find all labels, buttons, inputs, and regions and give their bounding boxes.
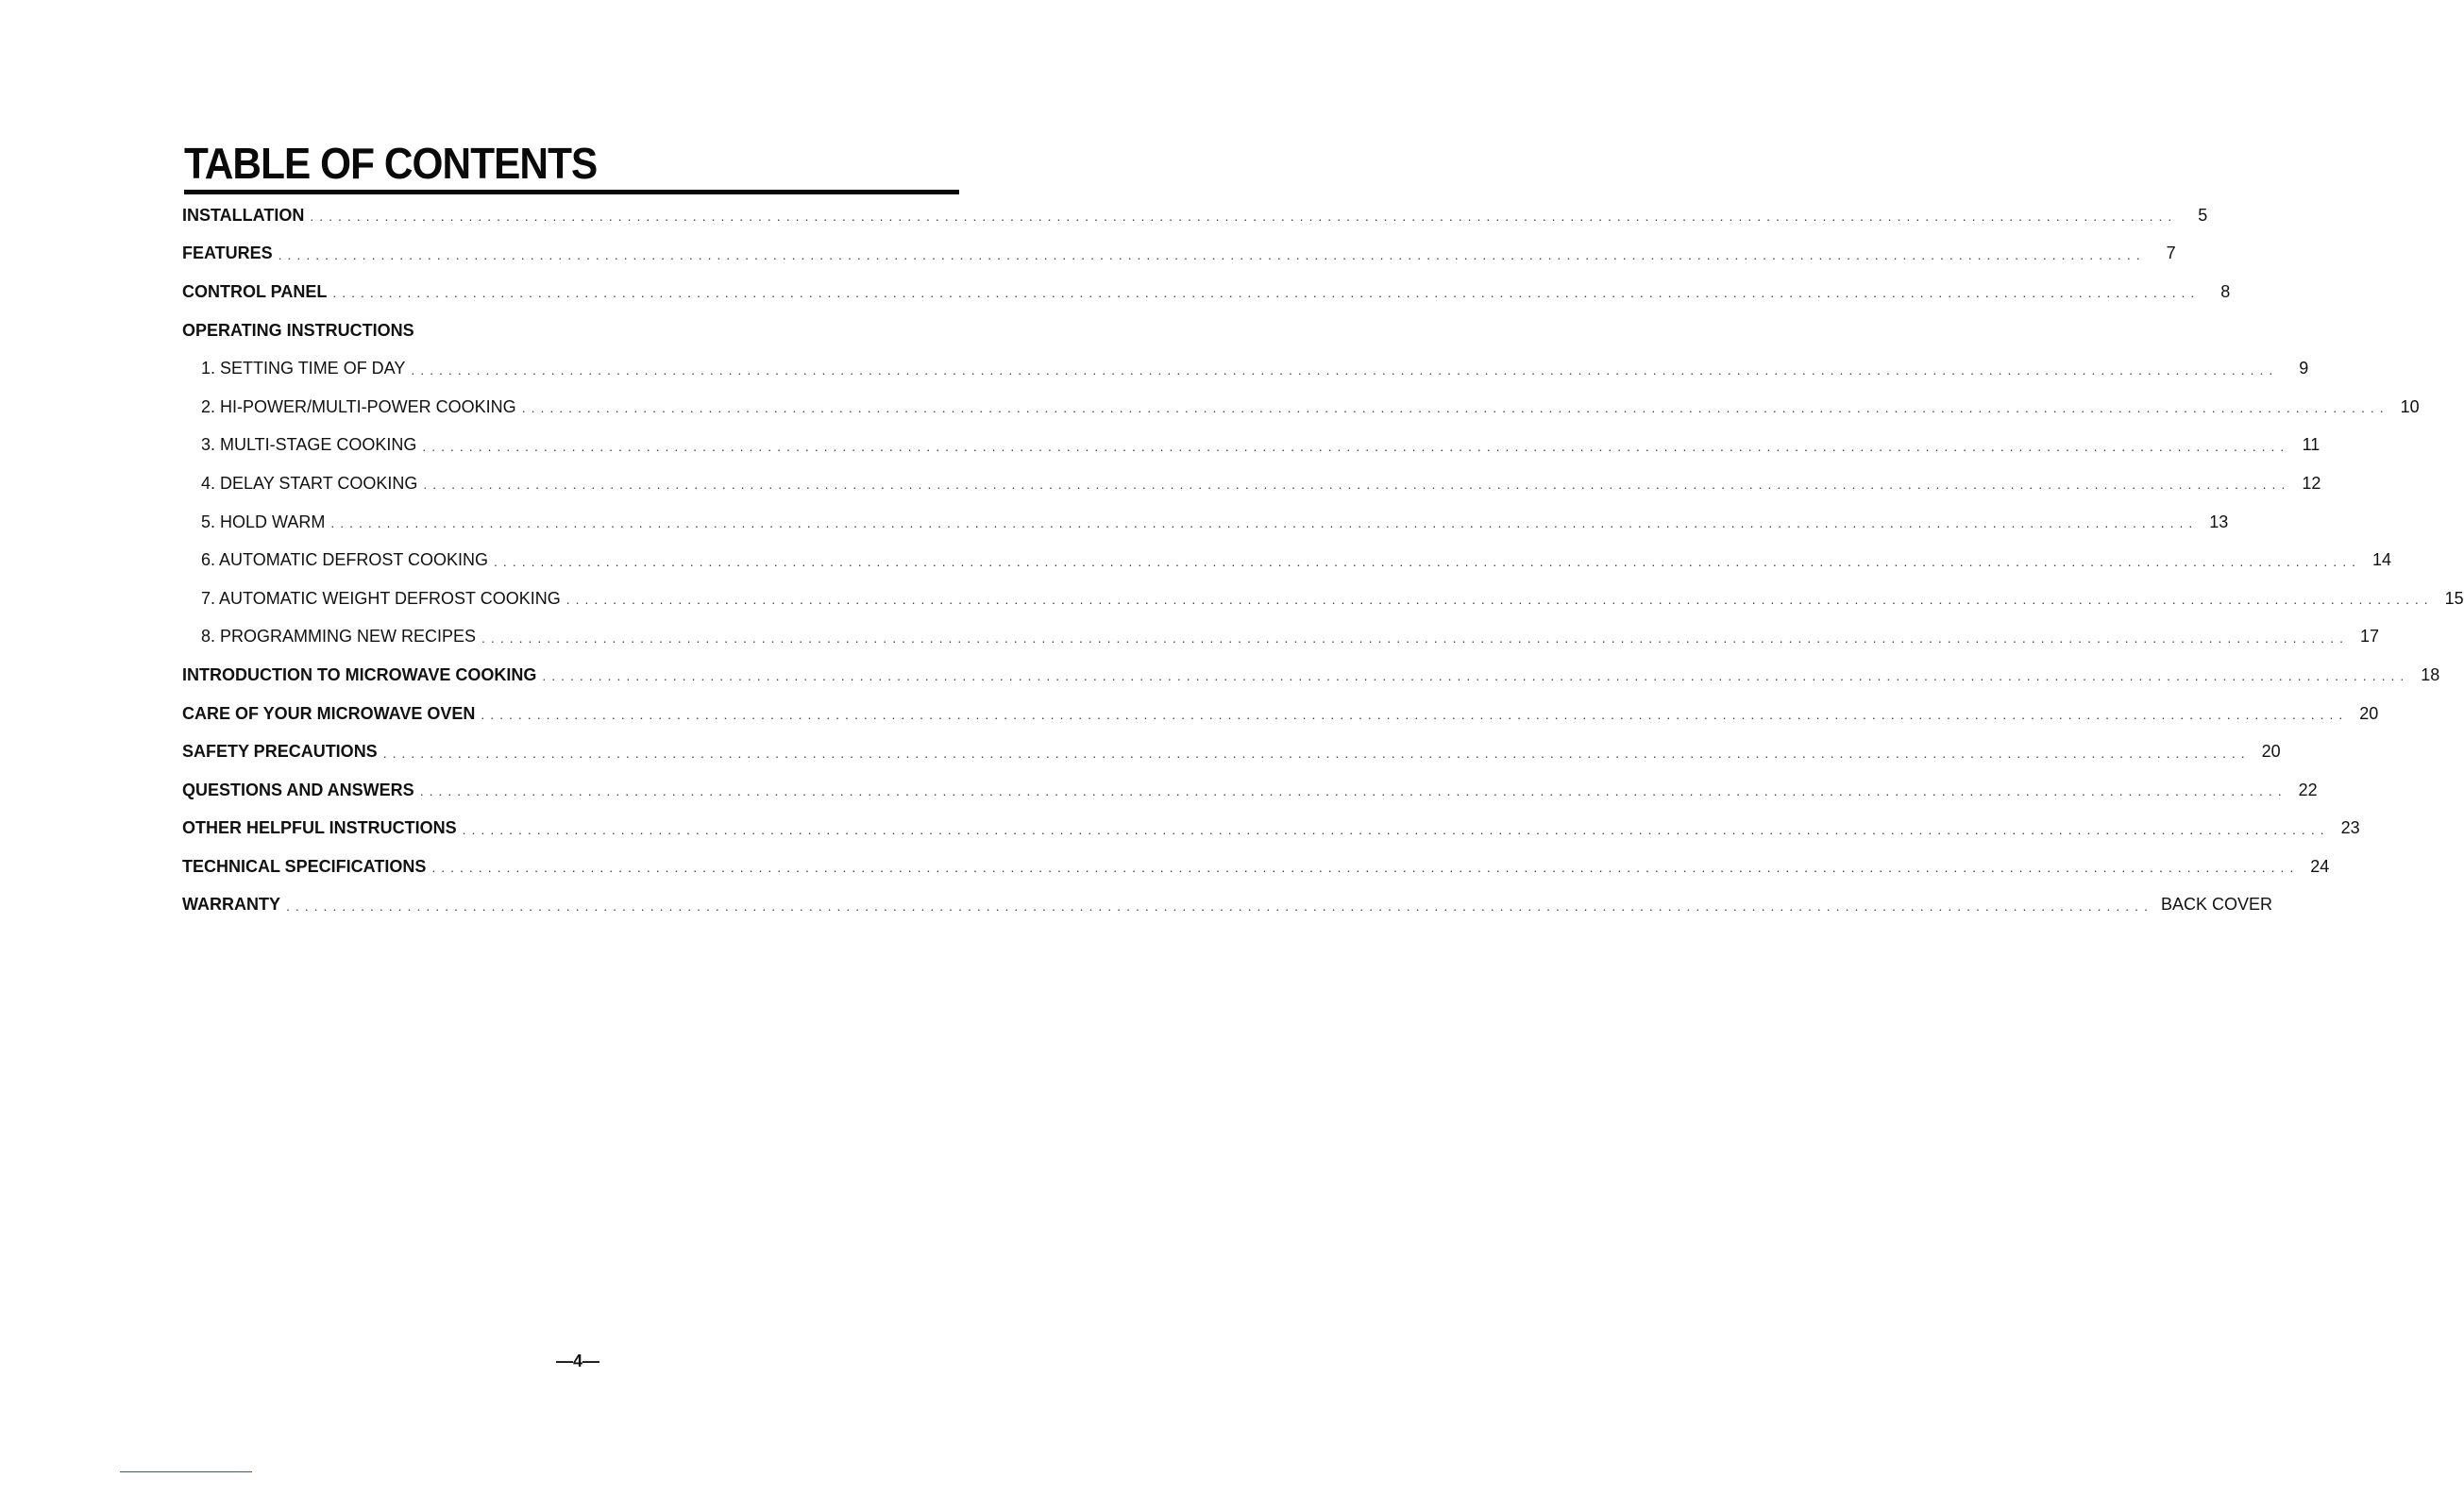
toc-page-number: 8	[2220, 281, 2231, 301]
dot-leader: ........................................................................................................................................................................................................	[431, 860, 2300, 876]
toc-entry-label: INSTALLATION	[182, 205, 305, 225]
toc-entry-label: TECHNICAL SPECIFICATIONS	[182, 856, 427, 876]
toc-page-number: 24	[2310, 856, 2330, 876]
toc-entry-label: 7. AUTOMATIC WEIGHT DEFROST COOKING	[201, 588, 561, 608]
toc-entry-label: CARE OF YOUR MICROWAVE OVEN	[182, 703, 476, 723]
toc-subentry	[182, 427, 2321, 465]
dot-leader: ........................................................................................................................................................................................................	[481, 707, 2349, 723]
toc-entry	[182, 771, 2318, 810]
toc-page-number: 7	[2166, 244, 2176, 263]
toc-entry-label: SAFETY PRECAUTIONS	[182, 742, 378, 762]
dot-leader: ........................................................................................................................................................................................................	[521, 400, 2389, 416]
toc-entry-label: 6. AUTOMATIC DEFROST COOKING	[201, 550, 489, 570]
dot-leader: ........................................................................................................................................................................................................	[419, 783, 2287, 799]
toc-entry-label: OPERATING INSTRUCTIONS	[182, 320, 414, 340]
dot-leader: ........................................................................................................................................................................................................	[310, 209, 2178, 225]
dot-leader: ........................................................................................................................................................................................................	[422, 438, 2290, 454]
toc-page-number: 5	[2198, 205, 2208, 225]
dot-leader: ........................................................................................................................................................................................................	[382, 745, 2251, 761]
toc-entry	[182, 810, 2360, 848]
toc-entry-label: OTHER HELPFUL INSTRUCTIONS	[182, 818, 457, 838]
toc-subentry	[182, 388, 2420, 427]
toc-entry-label: CONTROL PANEL	[182, 281, 328, 301]
dot-leader: ........................................................................................................................................................................................................	[278, 246, 2146, 262]
toc-entry-label: 8. PROGRAMMING NEW RECIPES	[201, 627, 477, 647]
title-underline-rule	[184, 190, 959, 194]
table-of-contents	[182, 196, 2464, 924]
toc-page-number: 12	[2302, 473, 2321, 493]
toc-entry	[182, 695, 2379, 733]
page-title: TABLE OF CONTENTS	[184, 139, 598, 188]
dot-leader: ........................................................................................................................................................................................................	[411, 361, 2279, 378]
toc-subentry	[182, 618, 2379, 657]
toc-page-number: 17	[2359, 627, 2379, 647]
toc-page-number: 22	[2298, 780, 2318, 799]
dot-leader: ........................................................................................................................................................................................................	[332, 285, 2201, 301]
toc-entry-label: 5. HOLD WARM	[201, 512, 326, 531]
toc-page-number: 10	[2400, 396, 2420, 416]
toc-entry-label: 4. DELAY START COOKING	[201, 473, 418, 493]
toc-page-number: 15	[2444, 588, 2464, 608]
toc-page-number: 20	[2359, 703, 2379, 723]
dot-leader: ........................................................................................................................................................................................................	[565, 592, 2434, 608]
toc-entry-label: 2. HI-POWER/MULTI-POWER COOKING	[201, 396, 516, 416]
toc-entry-label: INTRODUCTION TO MICROWAVE COOKING	[182, 664, 537, 684]
toc-page-number: 20	[2261, 742, 2281, 762]
bottom-rule	[120, 1471, 252, 1472]
dot-leader: ........................................................................................................................................................................................................	[330, 515, 2199, 531]
toc-entry	[182, 886, 2272, 925]
toc-entry-label: FEATURES	[182, 244, 273, 263]
toc-page-number: 14	[2371, 550, 2391, 570]
toc-page-number: 13	[2209, 512, 2229, 531]
toc-entry-label: QUESTIONS AND ANSWERS	[182, 780, 414, 799]
toc-entry	[182, 848, 2330, 886]
toc-page-number: 9	[2299, 359, 2309, 378]
toc-entry	[182, 656, 2440, 695]
toc-entry-label: 3. MULTI-STAGE COOKING	[201, 435, 417, 455]
toc-entry	[182, 196, 2208, 235]
dot-leader: ........................................................................................................................................................................................................	[542, 668, 2410, 684]
toc-subentry	[182, 580, 2464, 618]
toc-page-number: BACK COVER	[2160, 895, 2272, 915]
toc-entry-label: 1. SETTING TIME OF DAY	[201, 359, 406, 378]
toc-entry	[182, 235, 2176, 274]
dot-leader: ........................................................................................................................................................................................................	[423, 477, 2291, 493]
toc-entry	[182, 732, 2281, 771]
toc-subentry	[182, 464, 2321, 503]
toc-page-number: 18	[2421, 664, 2440, 684]
dot-leader: ........................................................................................................................................................................................................	[462, 821, 2330, 837]
page-number: —4—	[555, 1352, 599, 1370]
toc-page-number: 23	[2340, 818, 2360, 838]
toc-entry	[182, 311, 959, 350]
toc-subentry	[182, 349, 2309, 388]
dot-leader: ........................................................................................................................................................................................................	[286, 898, 2153, 914]
toc-subentry	[182, 503, 2229, 542]
toc-entry-label: WARRANTY	[182, 895, 280, 915]
toc-entry	[182, 273, 2231, 311]
toc-page-number: 11	[2302, 435, 2321, 455]
dot-leader: ........................................................................................................................................................................................................	[481, 630, 2349, 646]
dot-leader: ........................................................................................................................................................................................................	[494, 553, 2361, 569]
toc-subentry	[182, 541, 2391, 580]
